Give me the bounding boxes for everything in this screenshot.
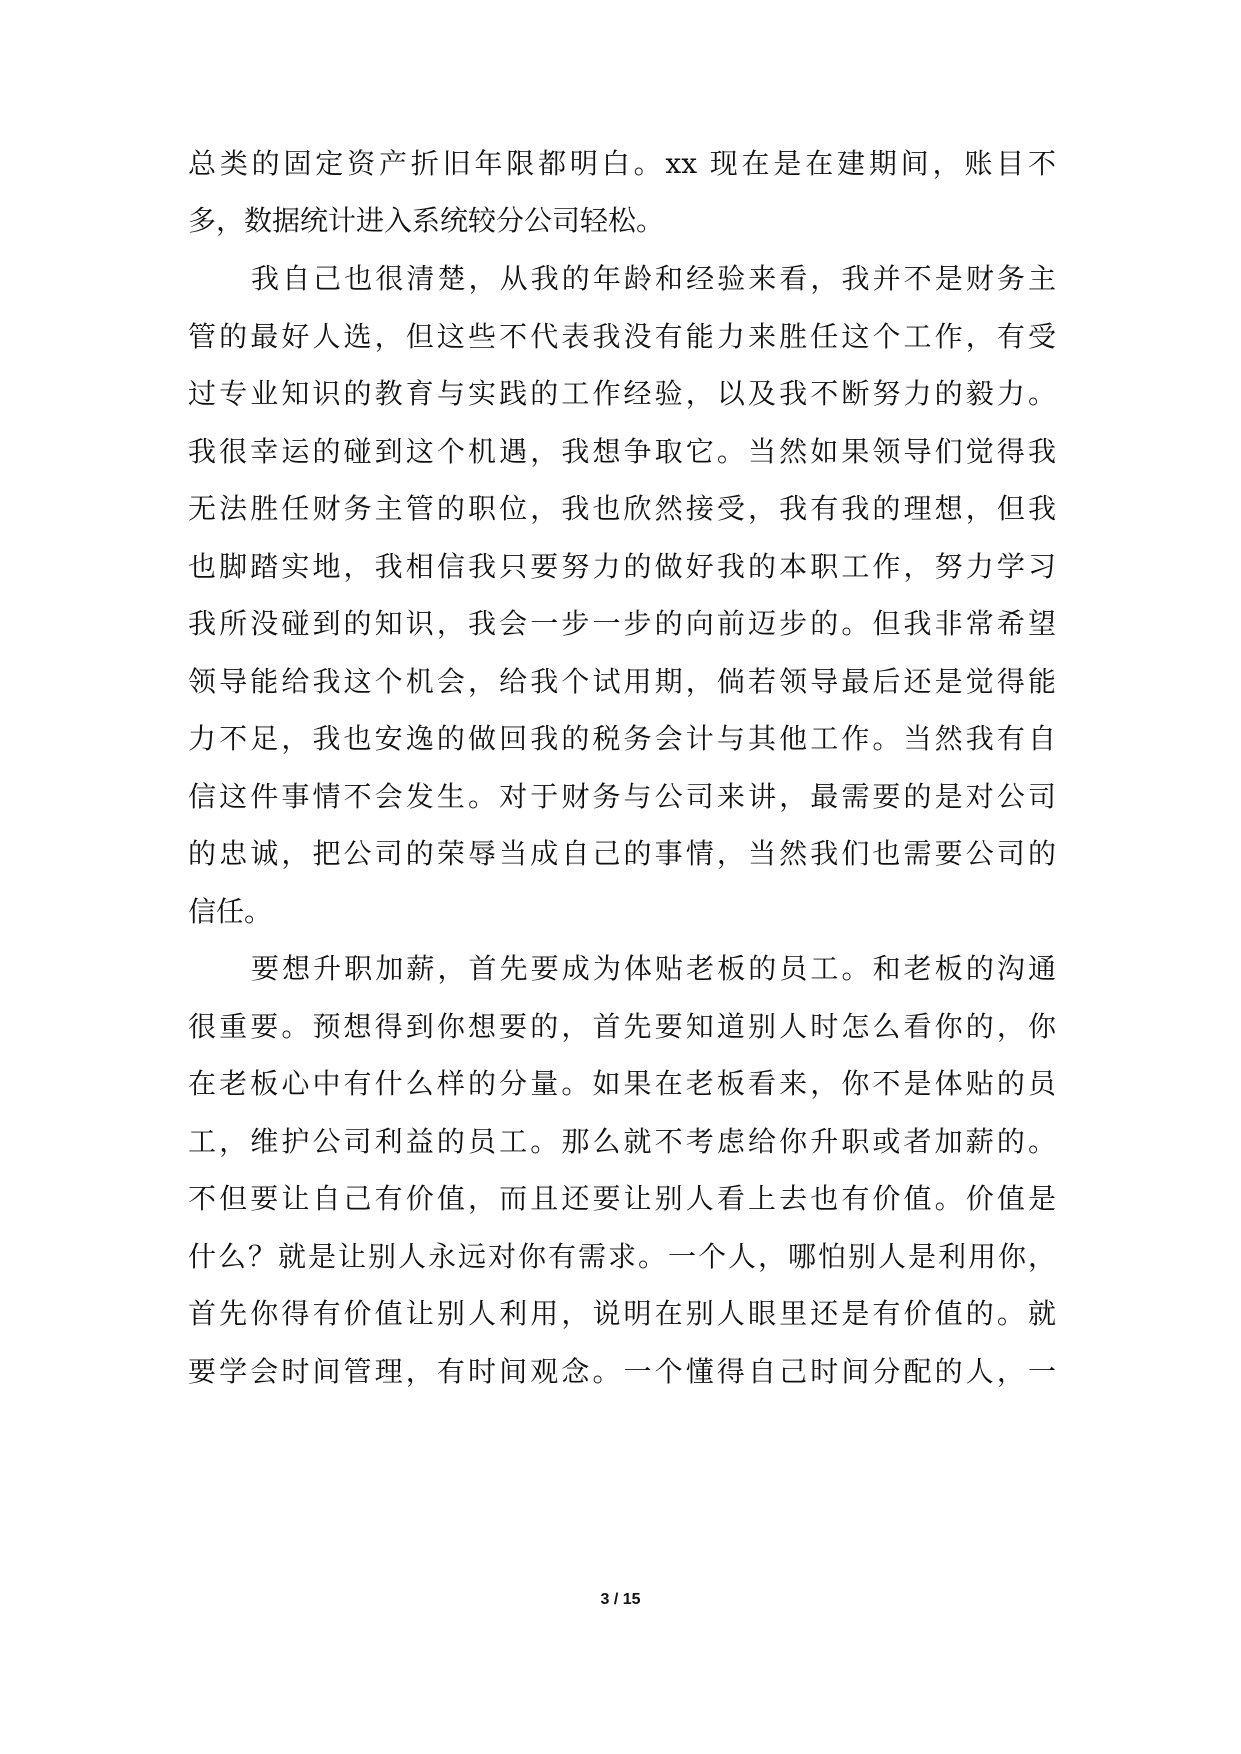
text-line: 力不足，我也安逸的做回我的税务会计与其他工作。当然我有自 bbox=[188, 722, 1056, 755]
text-line: 多，数据统计进入系统较分公司轻松。 bbox=[188, 204, 665, 237]
text-line: 首先你得有价值让别人利用，说明在别人眼里还是有价值的。就 bbox=[188, 1297, 1056, 1330]
text-line: 我所没碰到的知识，我会一步一步的向前迈步的。但我非常希望 bbox=[188, 607, 1056, 640]
text-line: 要学会时间管理，有时间观念。一个懂得自己时间分配的人，一 bbox=[188, 1355, 1056, 1388]
text-line: 很重要。预想得到你想要的，首先要知道别人时怎么看你的，你 bbox=[188, 1010, 1056, 1043]
text-line: 不但要让自己有价值，而且还要让别人看上去也有价值。价值是 bbox=[188, 1182, 1056, 1215]
text-line: 领导能给我这个机会，给我个试用期，倘若领导最后还是觉得能 bbox=[188, 665, 1056, 698]
text-line: 管的最好人选，但这些不代表我没有能力来胜任这个工作，有受 bbox=[188, 320, 1056, 353]
paragraph-first-line: 我自己也很清楚，从我的年龄和经验来看，我并不是财务主 bbox=[251, 262, 1056, 295]
text-line: 也脚踏实地，我相信我只要努力的做好我的本职工作，努力学习 bbox=[188, 550, 1056, 583]
text-line: 在老板心中有什么样的分量。如果在老板看来，你不是体贴的员 bbox=[188, 1067, 1056, 1100]
text-line: 什么？就是让别人永远对你有需求。一个人，哪怕别人是利用你， bbox=[188, 1240, 1056, 1273]
page-number: 3 / 15 bbox=[600, 1591, 641, 1608]
paragraph-first-line: 要想升职加薪，首先要成为体贴老板的员工。和老板的沟通 bbox=[251, 952, 1056, 985]
text-line: 信任。 bbox=[188, 895, 273, 928]
text-line: 总类的固定资产折旧年限都明白。xx 现在是在建期间，账目不 bbox=[188, 147, 1056, 180]
text-line: 过专业知识的教育与实践的工作经验，以及我不断努力的毅力。 bbox=[188, 377, 1056, 410]
text-line: 工，维护公司利益的员工。那么就不考虑给你升职或者加薪的。 bbox=[188, 1125, 1056, 1158]
text-line: 的忠诚，把公司的荣辱当成自己的事情，当然我们也需要公司的 bbox=[188, 837, 1056, 870]
text-line: 信这件事情不会发生。对于财务与公司来讲，最需要的是对公司 bbox=[188, 780, 1056, 813]
text-line: 无法胜任财务主管的职位，我也欣然接受，我有我的理想，但我 bbox=[188, 492, 1056, 525]
text-line: 我很幸运的碰到这个机遇，我想争取它。当然如果领导们觉得我 bbox=[188, 435, 1056, 468]
